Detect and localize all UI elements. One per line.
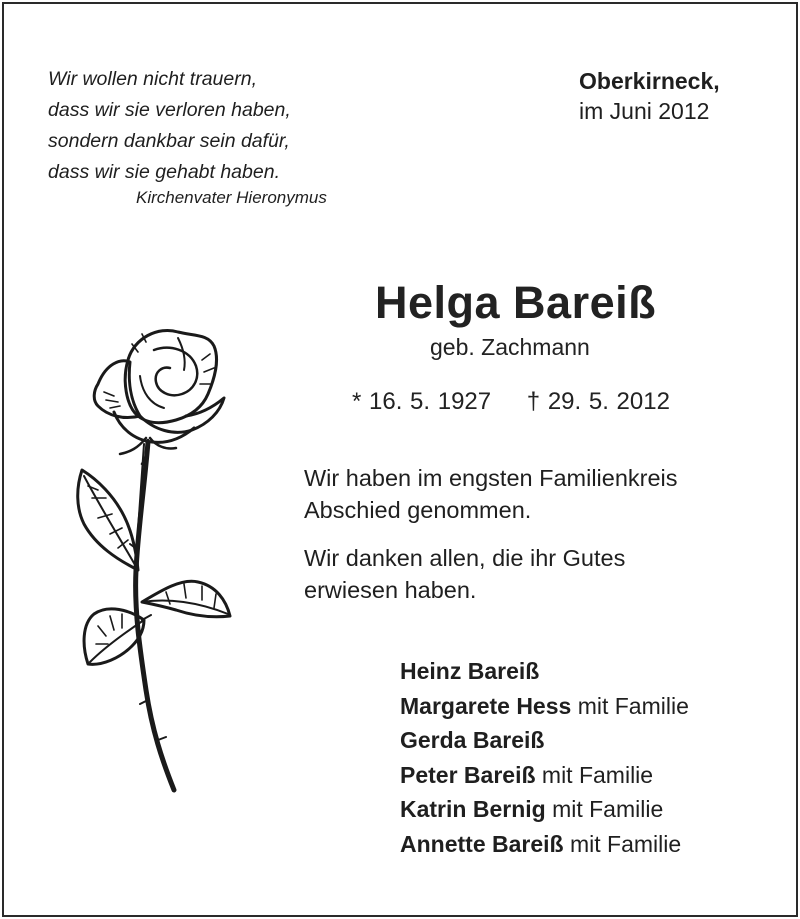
mourner-suffix: mit Familie: [569, 830, 682, 857]
mourner-name: Heinz Bareiß: [400, 658, 540, 684]
place-date: [579, 66, 720, 126]
life-dates: [352, 388, 670, 416]
quote-line: sondern dankbar sein dafür,: [48, 130, 290, 152]
maiden-name: geb. Zachmann: [430, 334, 590, 360]
birth-date: * 16. 5. 1927: [352, 388, 492, 415]
mourner-row: [400, 827, 689, 862]
rose-drawing-icon: [58, 320, 238, 800]
mourner-row: [400, 792, 689, 827]
mourners-list: [400, 654, 689, 861]
quote-line: dass wir sie verloren haben,: [48, 99, 291, 121]
message-line: Abschied genommen.: [304, 497, 532, 523]
mourner-suffix: mit Familie: [541, 761, 654, 788]
memorial-quote: [48, 64, 291, 188]
quote-line: Wir wollen nicht trauern,: [48, 68, 257, 90]
message-line: Wir danken allen, die ihr Gutes: [304, 545, 626, 571]
mourner-name: Annette Bareiß: [400, 830, 564, 857]
mourner-name: Margarete Hess: [400, 692, 572, 719]
mourner-name: Peter Bareiß: [400, 761, 536, 788]
mourner-row: [400, 689, 689, 724]
message-line: Wir haben im engsten Familienkreis: [304, 465, 678, 491]
place-city: Oberkirneck,: [579, 68, 720, 94]
death-date: † 29. 5. 2012: [526, 388, 670, 415]
quote-line: dass wir sie gehabt haben.: [48, 161, 280, 183]
mourner-suffix: mit Familie: [552, 796, 664, 822]
message-farewell: [304, 462, 678, 526]
mourner-name: Gerda Bareiß: [400, 727, 545, 753]
mourner-row: [400, 654, 689, 689]
deceased-name: Helga Bareiß: [375, 277, 657, 328]
message-line: erwiesen haben.: [304, 577, 477, 603]
mourner-name: Katrin Bernig: [400, 796, 546, 822]
notice-date: im Juni 2012: [579, 98, 710, 124]
mourner-row: [400, 758, 689, 793]
quote-author: Kirchenvater Hieronymus: [136, 188, 327, 207]
mourner-row: [400, 723, 689, 758]
mourner-suffix: mit Familie: [577, 692, 689, 719]
message-thanks: [304, 542, 625, 606]
